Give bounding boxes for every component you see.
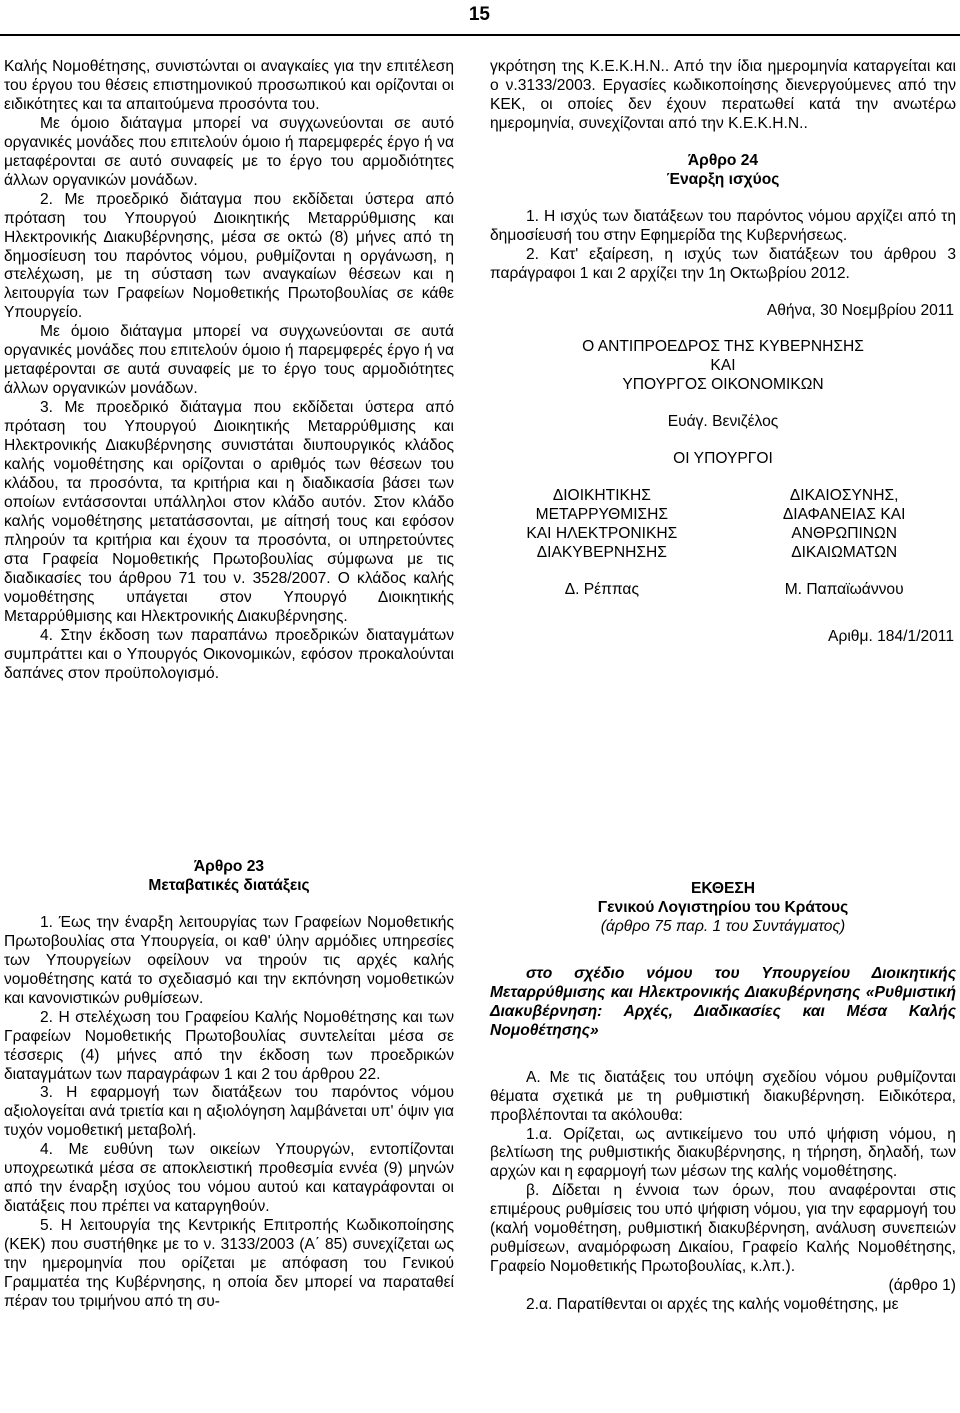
report-article-ref: (άρθρο 75 παρ. 1 του Συντάγματος): [600, 917, 846, 935]
minister-name: Μ. Παπαϊωάννου: [784, 581, 904, 599]
minister-title-line: ΔΙΟΙΚΗΤΙΚΗΣ: [552, 487, 651, 505]
header-rule: [0, 34, 960, 36]
minister-left: [490, 487, 714, 600]
report-subtitle: Γενικού Λογιστηρίου του Κράτους: [597, 898, 849, 916]
ministers-label: ΟΙ ΥΠΟΥΡΓΟΙ: [673, 450, 773, 468]
left-column: [4, 58, 454, 683]
minister-title-line: ΜΕΤΑΡΡΥΘΜΙΣΗΣ: [535, 506, 669, 524]
minister-name: Δ. Ρέππας: [564, 581, 639, 599]
reference-number: Αριθμ. 184/1/2011: [828, 628, 954, 646]
paragraph: Καλής Νομοθέτησης, συνιστώνται οι αναγκαίες για την επιτέλεση του έργου του θέσεις επιστημονικού προσωπικού και ορίζονται οι ειδικότητες και τα απαιτούμενα προσόντα του.: [4, 58, 454, 113]
report-title: ΕΚΘΕΣΗ: [690, 880, 756, 897]
paragraph: 3. Με προεδρικό διάταγμα που εκδίδεται ύστερα από πρόταση του Υπουργού Διοικητικής Μεταρρύθμισης και Ηλεκτρονικής Διακυβέρνησης συνιστάται διυπουργικός κλάδος καλής νομοθέτησης και ορίζονται ο αριθμός των θέσεων του κλάδου, τα προσόντα, τα κριτήρια και η διαδικασία βάσει των οποίων εντάσσονται υπάλληλοι στον κλάδο αυτόν. Στον κλάδο καλής νομοθέτησης μετατάσσονται, με αίτησή τους και εφόσον πληρούν τα κριτήρια και έχουν τα προσόντα, οι υπηρετούντες στα Γραφεία Νομοθετικής Πρωτοβουλίας σύμφωνα με τις διαδικασίες του άρθρου 71 του ν. 3528/2007. Ο κλάδος καλής νομοθέτησης υπάγεται στον Υπουργό Διοικητικής Μεταρρύθμισης και Ηλεκτρονικής Διακυβέρνησης.: [4, 399, 454, 625]
right-column: [490, 58, 956, 647]
paragraph: 2.α. Παρατίθενται οι αρχές της καλής νομοθέτησης, με: [526, 1296, 899, 1314]
article-23-subheading: Μεταβατικές διατάξεις: [148, 876, 310, 894]
minister-title-line: ΔΙΑΚΥΒΕΡΝΗΣΗΣ: [536, 544, 667, 562]
paragraph: Με όμοιο διάταγμα μπορεί να συγχωνεύονται σε αυτά οργανικές μονάδες που επιτελούν όμοιο ή παρεμφερές έργο ή να μεταφέρονται σε αυτά συναφείς με το έργο τους αρμοδιότητες άλλων οργανικών μονάδων.: [4, 323, 454, 398]
deputy-pm-title: ΚΑΙ: [710, 357, 736, 375]
place-date: Αθήνα, 30 Νοεμβρίου 2011: [766, 301, 954, 319]
paragraph: 2. Η στελέχωση του Γραφείου Καλής Νομοθέτησης και των Γραφείων Νομοθετικής Πρωτοβουλίας συντελείται μέσα σε τέσσερις (4) μήνες από την έκδοση των προεδρικών διαταγμάτων των παραγράφων 1 και 2 του άρθρου 22.: [4, 1008, 454, 1083]
minister-right: [732, 487, 956, 600]
deputy-pm-title: Ο ΑΝΤΙΠΡΟΕΔΡΟΣ ΤΗΣ ΚΥΒΕΡΝΗΣΗΣ: [582, 338, 864, 356]
article-23: [4, 858, 454, 1312]
paragraph: 2. Κατ' εξαίρεση, η ισχύς των διατάξεων του άρθρου 3 παράγραφοι 1 και 2 αρχίζει την 1η Οκτωβρίου 2012.: [490, 245, 956, 282]
article-ref: (άρθρο 1): [888, 1277, 956, 1295]
minister-title-line: ΚΑΙ ΗΛΕΚΤΡΟΝΙΚΗΣ: [526, 525, 678, 543]
paragraph: 3. Η εφαρμογή των διατάξεων του παρόντος νόμου αξιολογείται ανά τριετία και η αξιολόγηση λαμβάνεται υπ' όψιν για τυχόν νομοθετική μεταβολή.: [4, 1084, 454, 1140]
page-number: 15: [468, 4, 490, 25]
paragraph: 1. Έως την έναρξη λειτουργίας των Γραφείων Νομοθετικής Πρωτοβουλίας στα Υπουργεία, οι καθ' ύλην αρμόδιες υπηρεσίες των Υπουργείων οφείλουν να τηρούν τις αρχές καλής νομοθέτησης κατά το σχεδιασμό και την εκπόνηση νομοθετικών και κανονιστικών ρυθμίσεων.: [4, 913, 454, 1007]
paragraph: 2. Με προεδρικό διάταγμα που εκδίδεται ύστερα από πρόταση του Υπουργού Διοικητικής Μεταρρύθμισης και Ηλεκτρονικής Διακυβέρνησης, μέσα σε οκτώ (8) μήνες από τη δημοσίευση του παρόντος νόμου, ρυθμίζονται η οργάνωση, η στελέχωση, με τη σύσταση των αναγκαίων θέσεων και η λειτουργία των Γραφείων Νομοθετικής Πρωτοβουλίας σε κάθε Υπουργείο.: [4, 190, 454, 322]
paragraph: β. Δίδεται η έννοια των όρων, που αναφέρονται στις επιμέρους ρυθμίσεις του υπό ψήφιση νόμου, για την εφαρμογή του (καλή νομοθέτηση, ρυθμιστική διακυβέρνηση, ανάλυση συνεπειών ρυθμίσεων, αναμόρφωση Δικαίου, Γραφείο Καλής Νομοθέτησης, Γραφείο Νομοθετικής Πρωτοβουλίας, κ.λπ.).: [490, 1182, 956, 1276]
article-23-heading: Άρθρο 23: [193, 858, 265, 875]
article-24-subheading: Έναρξη ισχύος: [666, 170, 780, 188]
paragraph: Α. Με τις διατάξεις του υπόψη σχεδίου νόμου ρυθμίζονται θέματα σχετικά με τη ρυθμιστική διακυβέρνηση. Ειδικότερα, προβλέπονται τα ακόλουθα:: [490, 1068, 956, 1124]
paragraph: Με όμοιο διάταγμα μπορεί να συγχωνεύονται σε αυτό οργανικές μονάδες που επιτελούν όμοιο ή παρεμφερές έργο ή να μεταφέρονται σε αυτό συναφείς με το έργο του αρμοδιότητες άλλων οργανικών μονάδων.: [4, 114, 454, 189]
paragraph: 5. Η λειτουργία της Κεντρικής Επιτροπής Κωδικοποίησης (ΚΕΚ) που συστήθηκε με το ν. 3133/2003 (Α΄ 85) συνεχίζεται ως την ημερομηνία που ορίζεται με απόφαση του Γενικού Γραμματέα της Κυβέρνησης, η οποία δεν μπορεί να παραταθεί πέραν του τριμήνου από τη συ-: [4, 1217, 454, 1310]
minister-title-line: ΔΙΚΑΙΩΜΑΤΩΝ: [791, 544, 898, 562]
paragraph: 1.α. Ορίζεται, ως αντικείμενο του υπό ψήφιση νόμου, η βελτίωση της ρυθμιστικής διακυβέρνησης, η τήρηση, δηλαδή, των αρχών και η εφαρμογή των μέσων της καλής νομοθέτησης.: [490, 1125, 956, 1181]
report-section: [490, 858, 956, 1315]
paragraph: 1. Η ισχύς των διατάξεων του παρόντος νόμου αρχίζει από τη δημοσίευσή του στην Εφημερίδα της Κυβερνήσεως.: [490, 207, 956, 244]
page-header: [0, 0, 960, 34]
bill-title: στο σχέδιο νόμου του Υπουργείου Διοικητικής Μεταρρύθμισης και Ηλεκτρονικής Διακυβέρνησης «Ρυθμιστική Διακυβέρνηση: Αρχές, Διαδικασίες και Μέσα Καλής Νομοθέτησης»: [490, 964, 956, 1039]
paragraph: 4. Στην έκδοση των παραπάνω προεδρικών διαταγμάτων συμπράττει και ο Υπουργός Οικονομικών, εφόσον προκαλούνται δαπάνες στον προϋπολογισμό.: [4, 626, 454, 682]
minister-title-line: ΔΙΚΑΙΟΣΥΝΗΣ,: [789, 487, 899, 505]
deputy-pm-name: Ευάγ. Βενιζέλος: [667, 413, 779, 431]
paragraph: 4. Με ευθύνη των οικείων Υπουργών, εντοπίζονται υποχρεωτικά μέσα σε αποκλειστική προθεσμία εννέα (9) μηνών από την έναρξη ισχύος του νόμου αυτού και καταγράφονται οι διατάξεις που πρέπει να καταργηθούν.: [4, 1141, 454, 1216]
ministers-signatures: [490, 487, 956, 600]
minister-title-line: ΑΝΘΡΩΠΙΝΩΝ: [791, 525, 897, 543]
deputy-pm-title: ΥΠΟΥΡΓΟΣ ΟΙΚΟΝΟΜΙΚΩΝ: [622, 376, 824, 394]
article-24-heading: Άρθρο 24: [687, 151, 759, 169]
paragraph: γκρότηση της Κ.Ε.Κ.Η.Ν.. Από την ίδια ημερομηνία καταργείται και ο ν.3133/2003. Εργασίες κωδικοποίησης διενεργούμενες από την ΚΕΚ, οι οποίες δεν έχουν περατωθεί κατά την ανωτέρω ημερομηνία, συνεχίζονται από την Κ.Ε.Κ.Η.Ν..: [490, 58, 956, 132]
minister-title-line: ΔΙΑΦΑΝΕΙΑΣ ΚΑΙ: [782, 506, 906, 524]
